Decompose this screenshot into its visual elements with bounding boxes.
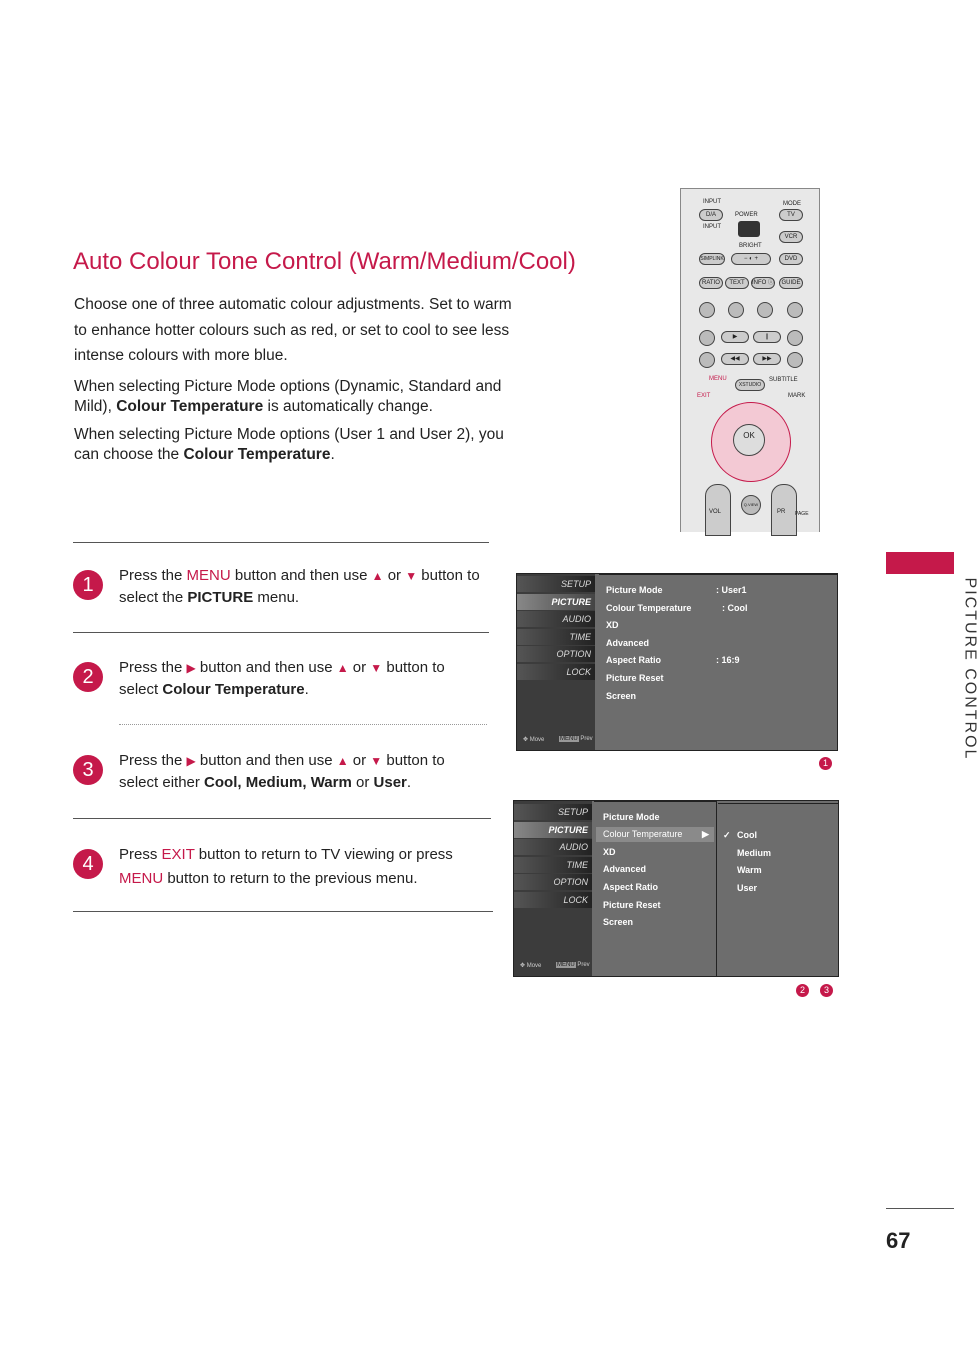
osd-item-value: : Cool	[722, 603, 748, 613]
osd-option: Medium	[737, 848, 772, 858]
osd-tab: OPTION	[514, 874, 592, 890]
divider	[73, 632, 489, 633]
stop-icon	[699, 330, 715, 346]
osd-option: User	[737, 883, 758, 893]
osd-tab: AUDIO	[517, 611, 595, 627]
check-icon: ✓	[723, 830, 731, 840]
step-number: 1	[73, 570, 103, 600]
osd-option: Cool	[737, 830, 757, 840]
osd-tab: PICTURE	[514, 822, 592, 838]
osd-item-selected: Colour Temperature	[603, 829, 683, 839]
bright-control: − ◐ +	[731, 253, 771, 265]
page-title: Auto Colour Tone Control (Warm/Medium/Cool)	[73, 248, 576, 275]
step-2-text: Press the ▶ button and then use ▲ or ▼ button to select Colour Temperature.	[119, 659, 445, 698]
osd-colour-temperature-menu	[513, 800, 839, 977]
osd-item: XD	[603, 847, 616, 857]
section-tab	[886, 552, 954, 574]
da-button: D/A	[699, 209, 723, 221]
tv-button: TV	[779, 209, 803, 221]
intro-paragraph-1: Choose one of three automatic colour adjustments. Set to warm to enhance hotter colours such as red, or set to cool to see less intense colours with more blue.	[74, 296, 512, 364]
osd-item: Picture Reset	[606, 673, 664, 683]
osd-item: Picture Reset	[603, 900, 661, 910]
osd-item-value: : User1	[716, 585, 747, 595]
ok-button: OK	[733, 424, 765, 456]
osd-item: Aspect Ratio	[603, 882, 659, 892]
osd-tab: TIME	[514, 857, 592, 873]
divider	[73, 542, 489, 543]
osd-tab: OPTION	[517, 646, 595, 662]
simplink-button: SIMPLINK	[699, 253, 725, 265]
step-number: 2	[73, 662, 103, 692]
step-number: 4	[73, 849, 103, 879]
osd-item: Picture Mode	[606, 585, 663, 595]
play-icon: ▶	[721, 331, 749, 343]
osd-tab-column: SETUP PICTURE AUDIO TIME OPTION LOCK ✥ Move MENU Prev	[514, 801, 592, 976]
remote-control: INPUT MODE D/A POWER TV INPUT VCR BRIGHT SIMPLINK − ◐ + DVD RATIO TEXT INFO ⓘ GUIDE ▶ ❙ ◀◀ ▶▶ MENU XSTUDIO SUBTITLE EXIT MARK OK VOL Q.VIEW PR PAGE	[680, 188, 820, 532]
osd-item: Advanced	[606, 638, 650, 648]
step-reference-badge: 2	[796, 984, 809, 997]
pause-icon: ❙	[753, 331, 781, 343]
qview-button: Q.VIEW	[741, 495, 761, 515]
color-button	[728, 302, 744, 318]
step-reference-badge: 3	[820, 984, 833, 997]
step-3-text: Press the ▶ button and then use ▲ or ▼ button to select either Cool, Medium, Warm or User.	[119, 752, 445, 791]
osd-tab: AUDIO	[514, 839, 592, 855]
osd-picture-menu	[516, 573, 838, 751]
osd-item: Picture Mode	[603, 812, 660, 822]
osd-tab: PICTURE	[517, 594, 595, 610]
text-button: TEXT	[725, 277, 749, 289]
info-button: INFO ⓘ	[751, 277, 775, 289]
vcr-button: VCR	[779, 231, 803, 243]
color-button	[787, 302, 803, 318]
skip-back-icon	[699, 352, 715, 368]
guide-button: GUIDE	[779, 277, 803, 289]
osd-item: Advanced	[603, 864, 647, 874]
step-number: 3	[73, 755, 103, 785]
intro-paragraph-2: When selecting Picture Mode options (Dynamic, Standard and Mild), Colour Temperature is automatically change.	[74, 377, 502, 415]
osd-item: Screen	[606, 691, 637, 701]
step-1-text: Press the MENU button and then use ▲ or ▼ button to select the PICTURE menu.	[119, 567, 480, 606]
move-icon: ✥ Move	[523, 737, 545, 743]
xstudio-button: XSTUDIO	[735, 379, 765, 391]
power-icon	[738, 221, 760, 237]
osd-item: XD	[606, 620, 619, 630]
step-reference-badge: 1	[819, 757, 832, 770]
intro-text	[74, 292, 524, 472]
divider	[73, 911, 493, 912]
osd-tab-column: SETUP PICTURE AUDIO TIME OPTION LOCK ✥ Move MENU Prev	[517, 574, 595, 750]
color-button	[757, 302, 773, 318]
ratio-button: RATIO	[699, 277, 723, 289]
osd-item: Screen	[603, 917, 634, 927]
divider	[73, 818, 491, 819]
osd-option: Warm	[737, 865, 762, 875]
osd-tab: SETUP	[514, 804, 592, 820]
osd-item: Colour Temperature	[606, 603, 692, 613]
color-button	[699, 302, 715, 318]
osd-tab: LOCK	[517, 664, 595, 680]
intro-paragraph-3: When selecting Picture Mode options (User 1 and User 2), you can choose the Colour Temperature.	[74, 425, 504, 463]
osd-tab: LOCK	[514, 892, 592, 908]
skip-forward-icon	[787, 352, 803, 368]
record-icon	[787, 330, 803, 346]
forward-icon: ▶▶	[753, 353, 781, 365]
move-icon: ✥ Move	[520, 963, 542, 969]
page-number: 67	[886, 1228, 911, 1253]
osd-item: Aspect Ratio	[606, 655, 662, 665]
step-4-text: Press EXIT button to return to TV viewing or press MENU button to return to the previous menu.	[119, 846, 453, 887]
divider	[886, 1208, 954, 1209]
osd-item-value: : 16:9	[716, 655, 740, 665]
divider	[119, 724, 487, 725]
osd-tab: TIME	[517, 629, 595, 645]
dvd-button: DVD	[779, 253, 803, 265]
osd-tab: SETUP	[517, 576, 595, 592]
rewind-icon: ◀◀	[721, 353, 749, 365]
arrow-right-icon: ▶	[702, 829, 709, 839]
section-label: PICTURE CONTROL	[961, 577, 978, 761]
